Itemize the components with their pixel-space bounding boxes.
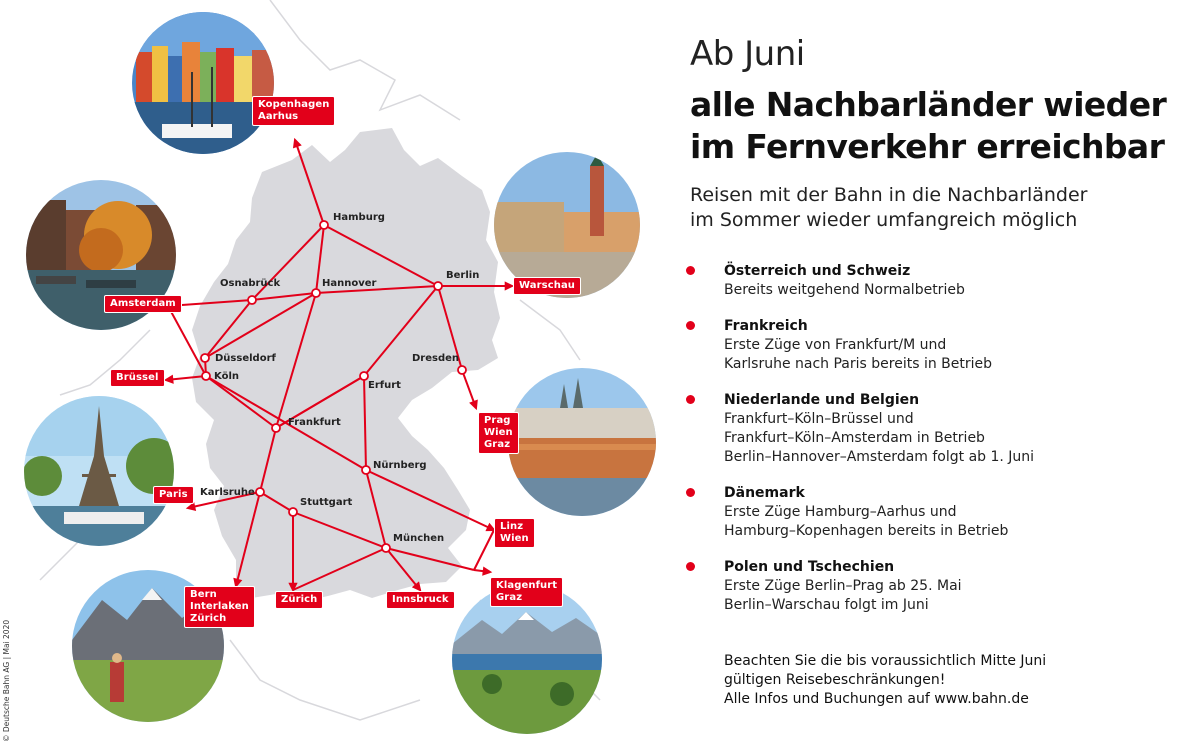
destination-warschau: Warschau <box>513 277 581 295</box>
city-erfurt: Erfurt <box>368 380 401 391</box>
copyright <box>2 606 16 744</box>
station-node-koe <box>202 372 210 380</box>
headline-pre: Ab Juni <box>690 34 805 74</box>
station-node-osn <box>248 296 256 304</box>
city-dresden: Dresden <box>412 353 460 364</box>
info-item-niederlande <box>686 391 1166 467</box>
route-arrow-par <box>188 504 195 510</box>
city-nuernberg: Nürnberg <box>373 460 427 471</box>
route-arrow-bru <box>166 376 173 382</box>
info-body: Frankfurt–Köln–Brüssel und Frankfurt–Köln–Amsterdam in Betrieb Berlin–Hannover–Amsterdam folgt ab 1. Juni <box>724 411 1035 465</box>
city-osnabrueck: Osnabrück <box>220 278 281 289</box>
station-node-stg <box>289 508 297 516</box>
city-koeln: Köln <box>214 371 239 382</box>
city-frankfurt: Frankfurt <box>288 417 341 428</box>
route-arrow-cop <box>294 140 300 147</box>
info-body: Erste Züge von Frankfurt/M und Karlsruhe nach Paris bereits in Betrieb <box>724 337 993 372</box>
destination-zuerich: Zürich <box>275 591 323 609</box>
info-item-polen <box>686 558 1166 615</box>
route-arrow-war <box>506 283 512 289</box>
station-node-mue <box>382 544 390 552</box>
destination-bruessel: Brüssel <box>110 369 165 387</box>
city-berlin: Berlin <box>446 270 480 281</box>
station-node-ber <box>434 282 442 290</box>
info-body: Erste Züge Berlin–Prag ab 25. Mai Berlin–Warschau folgt im Juni <box>724 578 962 613</box>
subheadline: Reisen mit der Bahn in die Nachbarländer im Sommer wieder umfangreich möglich <box>690 184 1088 231</box>
station-node-nue <box>362 466 370 474</box>
bullet-dot <box>686 562 695 571</box>
info-title: Frankreich <box>724 318 808 334</box>
info-item-frankreich <box>686 317 1166 374</box>
info-title: Niederlande und Belgien <box>724 392 920 408</box>
route-arrow-lnz <box>487 525 494 531</box>
bullet-dot <box>686 488 695 497</box>
station-node-erf <box>360 372 368 380</box>
info-title: Dänemark <box>724 485 805 501</box>
station-node-ffm <box>272 424 280 432</box>
info-list <box>686 262 1166 632</box>
station-node-dre <box>458 366 466 374</box>
info-body: Erste Züge Hamburg–Aarhus und Hamburg–Kopenhagen bereits in Betrieb <box>724 504 1009 539</box>
notice-text: Beachten Sie die bis voraussichtlich Mitte Juni gültigen Reisebeschränkungen! Alle Infos und Buchungen auf www.bahn.de <box>724 653 1047 707</box>
route-vie-lnz <box>474 530 494 570</box>
photo-prag <box>508 368 656 516</box>
route-arrow-prg <box>471 401 477 408</box>
headline: alle Nachbarländer wieder im Fernverkehr erreichbar <box>690 85 1167 166</box>
photo-kopenhagen <box>132 12 274 154</box>
copyright-text: © Deutsche Bahn AG | Mai 2020 <box>2 619 11 742</box>
destination-innsbruck: Innsbruck <box>386 591 455 609</box>
route-arrow-kla <box>483 568 490 574</box>
photo-paris <box>24 396 174 546</box>
city-hamburg: Hamburg <box>333 212 385 223</box>
info-title: Polen und Tschechien <box>724 559 895 575</box>
info-body: Bereits weitgehend Normalbetrieb <box>724 282 965 298</box>
station-node-due <box>201 354 209 362</box>
germany-landmass <box>192 128 500 602</box>
info-title: Österreich und Schweiz <box>724 263 911 279</box>
station-node-ka <box>256 488 264 496</box>
city-duesseldorf: Düsseldorf <box>215 353 276 364</box>
info-item-oesterreich <box>686 262 1166 300</box>
destination-amsterdam: Amsterdam <box>104 295 182 313</box>
city-hannover: Hannover <box>322 278 377 289</box>
city-muenchen: München <box>393 533 445 544</box>
city-karlsruhe: Karlsruhe <box>200 487 255 498</box>
station-node-ham <box>320 221 328 229</box>
bullet-dot <box>686 395 695 404</box>
destination-prag: Prag Wien Graz <box>478 412 519 454</box>
station-node-han <box>312 289 320 297</box>
bullet-dot <box>686 321 695 330</box>
destination-klagenfurt: Klagenfurt Graz <box>490 577 563 607</box>
destination-paris: Paris <box>153 486 194 504</box>
destination-linz: Linz Wien <box>494 518 535 548</box>
destination-kopenhagen: Kopenhagen Aarhus <box>252 96 335 126</box>
destination-bern: Bern Interlaken Zürich <box>184 586 255 628</box>
city-stuttgart: Stuttgart <box>300 497 353 508</box>
bullet-dot <box>686 266 695 275</box>
info-item-daenemark <box>686 484 1166 541</box>
